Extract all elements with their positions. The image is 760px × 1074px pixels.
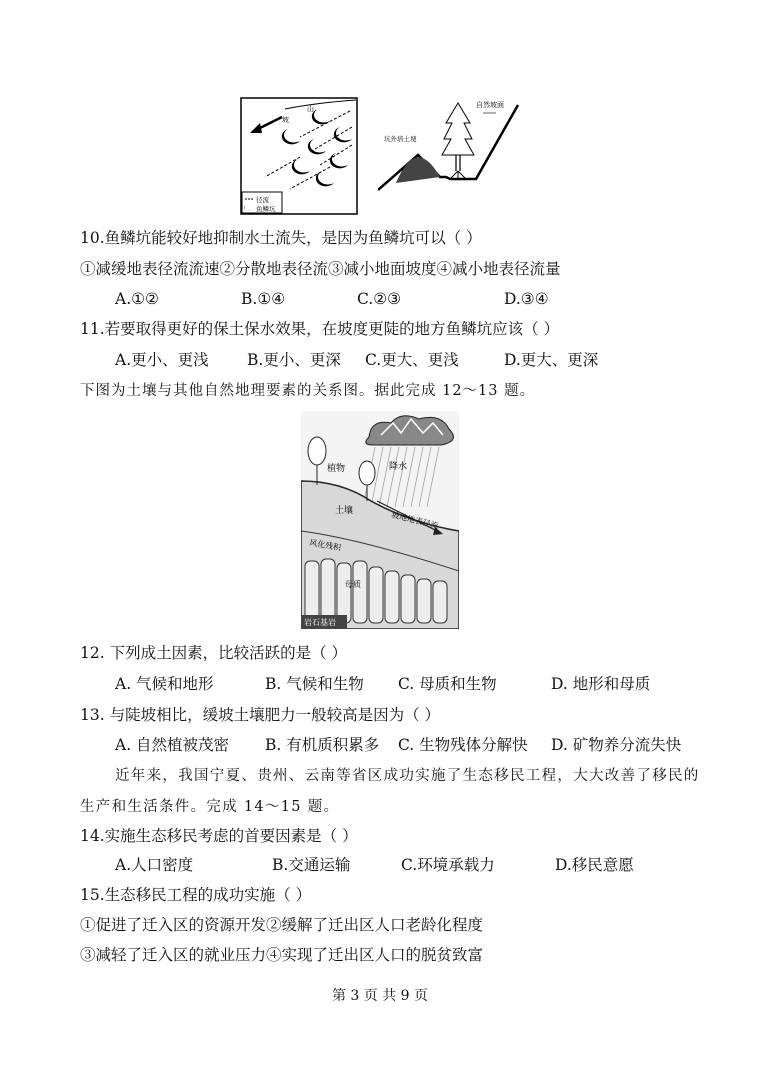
- page-footer: 第 3 页 共 9 页: [331, 988, 429, 1004]
- label-runoff: 坡地地表径流: [390, 510, 440, 531]
- q11-option-b: B.更小、更深: [247, 351, 341, 369]
- q10-statements: ①减缓地表径流流速②分散地表径流③减小地面坡度④减小地表径流量: [80, 260, 561, 278]
- q13-option-a: A. 自然植被茂密: [115, 736, 230, 754]
- q10-option-b: B.①④: [241, 290, 286, 308]
- label-plant: 植物: [327, 463, 346, 473]
- label-precip: 降水: [389, 461, 408, 471]
- label-slope: 坡: [282, 117, 289, 124]
- q12-stem: 12. 下列成土因素，比较活跃的是（ ）: [80, 644, 348, 662]
- q12-option-b: B. 气候和生物: [265, 675, 364, 693]
- figure-fish-scale-pits: [240, 97, 358, 215]
- q11-option-c: C.更大、更浅: [365, 351, 459, 369]
- q13-option-d: D. 矿物养分流失快: [551, 736, 682, 754]
- figure-soil-relationship: [301, 411, 459, 629]
- q14-option-b: B.交通运输: [272, 856, 351, 874]
- intro-14-15-line1: 近年来，我国宁夏、贵州、云南等省区成功实施了生态移民工程，大大改善了移民的: [115, 768, 700, 784]
- q13-option-c: C. 生物残体分解快: [398, 736, 528, 754]
- q14-option-c: C.环境承载力: [401, 856, 495, 874]
- q14-option-d: D.移民意愿: [555, 856, 634, 874]
- q10-option-a: A.①②: [115, 290, 159, 308]
- q13-stem: 13. 与陡坡相比，缓坡土壤肥力一般较高是因为（ ）: [80, 706, 441, 724]
- label-weathering: 风化残积: [308, 538, 342, 553]
- q15-statements-line1: ①促进了迁入区的资源开发②缓解了迁出区人口老龄化程度: [80, 916, 484, 934]
- label-mountain: 山: [307, 106, 314, 113]
- intro-12-13: 下图为土壤与其他自然地理要素的关系图。据此完成 12～13 题。: [80, 383, 536, 399]
- q11-option-a: A.更小、更浅: [115, 351, 209, 369]
- q10-option-c: C.②③: [357, 290, 402, 308]
- label-parent: 母质: [345, 580, 361, 589]
- label-soil: 土壤: [335, 505, 354, 515]
- q15-stem: 15.生态移民工程的成功实施（ ）: [80, 886, 312, 904]
- q10-option-d: D.③④: [504, 290, 549, 308]
- label-natural-slope: 自然坡面: [476, 102, 504, 109]
- q11-option-d: D.更大、更深: [504, 351, 599, 369]
- q14-stem: 14.实施生态移民考虑的首要因素是（ ）: [80, 827, 358, 845]
- legend-runoff: 径流: [256, 197, 269, 204]
- q10-stem: 10.鱼鳞坑能较好地抑制水土流失，是因为鱼鳞坑可以（ ）: [80, 229, 482, 247]
- q13-option-b: B. 有机质积累多: [265, 736, 380, 754]
- legend-pit: 鱼鳞坑: [256, 206, 276, 213]
- q14-option-a: A.人口密度: [115, 856, 194, 874]
- figure-pit-cross-section: [378, 95, 520, 215]
- label-bedrock: 岩石基岩: [304, 618, 336, 627]
- q11-stem: 11.若要取得更好的保土保水效果，在坡度更陡的地方鱼鳞坑应该（ ）: [80, 320, 560, 338]
- label-outer-soil: 坑外培土埂: [384, 136, 417, 143]
- intro-14-15-line2: 生产和生活条件。完成 14～15 题。: [80, 799, 340, 815]
- q12-option-d: D. 地形和母质: [551, 675, 651, 693]
- q12-option-a: A. 气候和地形: [115, 675, 214, 693]
- q12-option-c: C. 母质和生物: [398, 675, 497, 693]
- q15-statements-line2: ③减轻了迁入区的就业压力④实现了迁出区人口的脱贫致富: [80, 946, 484, 964]
